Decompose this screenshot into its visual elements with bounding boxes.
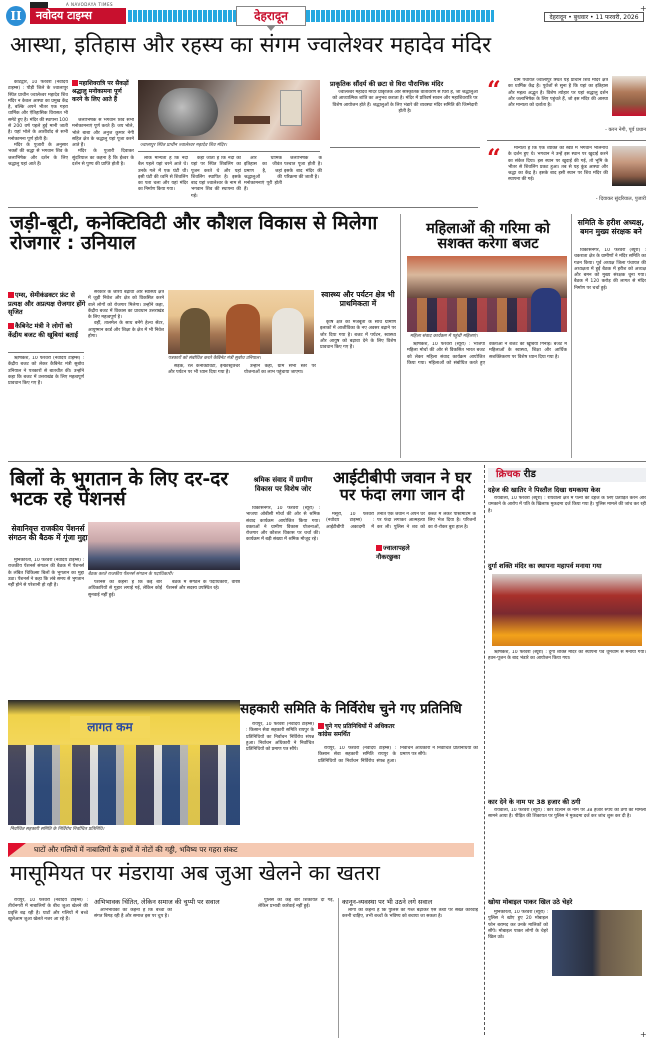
story1-headline: आस्था, इतिहास और रहस्य का संगम ज्वालेश्वर महादेव मंदिर — [10, 33, 492, 58]
story9-col3 — [258, 898, 334, 1038]
story5-col3-text: बैठक में संगठन के पदाधिकारी, वरिष्ठ पेंशनर्स और सदस्य उपस्थित रहे। — [166, 580, 240, 592]
decorative-stripes — [128, 10, 236, 22]
column-divider — [571, 214, 572, 458]
quote2-portrait — [612, 146, 646, 186]
crime-item3-paragraph: रायवाला, 10 फरवरी (ब्यूरो) : कार दिलाने के नाम पर 38 हजार रुपये की ठगी का मामला सामने आया है। पीड़ित की शिकायत पर पुलिस ने मुकदमा दर्ज कर जांच शुरू कर दी है। — [488, 808, 646, 820]
masthead — [0, 0, 650, 30]
story8-col1 — [246, 722, 314, 838]
story8-col1-text: रायपुर, 10 फरवरी (नवोदय टाइम्स) : किसान सेवा सहकारी समिति रायपुर के प्रतिनिधियों का निर्वाचन निर्विरोध संपन्न हुआ। निर्वाचन अधिकारी ने निर्वाचित प्रतिनिधियों को प्रमाण पत्र सौंपे। — [246, 722, 314, 753]
story8-highlight-text: चुने गए प्रतिनिधियों में अधिकतर कांग्रेस समर्थित — [318, 723, 395, 738]
story2-col3 — [168, 364, 240, 456]
story5-subhead: सेवानिवृत्त राजकीय पेंशनर्स संगठन की बैठक में गूंजा मुद्दा — [8, 524, 88, 542]
pensioners-meeting-photo — [88, 522, 240, 570]
temple-photo-caption: ज्वालापुर स्थित प्राचीन ज्वालेश्वर महादेव शिव मंदिर। — [140, 143, 227, 148]
story5-col1-text: मुनिकीरेती, 10 फरवरी (नवोदय टाइम्स) : राजकीय पेंशनर्स संगठन की बैठक में पेंशनर्स के लंबित चिकित्सा बिलों के भुगतान का मुद्दा उठा। पेंशनर्स ने कहा कि लंबे समय से भुगतान नहीं होने से परेशानी हो रही है। — [8, 558, 84, 589]
story2-side-paragraph: कृषि क्षेत्र की मजबूती के साथ ग्रामीण इलाकों में आजीविका के नए अवसर बढ़ाने पर जोर दिया गया है। बजट में पर्यटन, स्वास्थ्य और आयुष को बढ़ावा देने के लिए विशेष प्रावधान किए गए हैं। — [320, 320, 396, 351]
story9-col3-text: पुलिस को कई बार शिकायत दी गई, लेकिन प्रभावी कार्रवाई नहीं हुई। — [258, 898, 334, 910]
quote-icon: “ — [487, 75, 501, 104]
crop-mark-icon: + — [640, 1030, 647, 1039]
story6-paragraph: विकासनगर, 10 फरवरी (ब्यूरो) : भाजपा ओबीसी मोर्चा की ओर से श्रमिक संवाद कार्यक्रम आयोजित किया गया। वक्ताओं ने ग्रामीण विकास योजनाओं, रोजगार और कौशल विकास पर चर्चा की। कार्यक्रम में बड़ी संख्या में श्रमिक मौजूद रहे। — [246, 506, 320, 543]
divider — [487, 140, 646, 141]
story5-col2 — [88, 580, 162, 688]
story4-text — [574, 248, 646, 456]
story7-highlight — [376, 544, 426, 562]
crime-item1-paragraph: रायवाला, 10 फरवरी (ब्यूरो) : रायवाला क्षेत्र में पत्नी को दहेज के लिए प्रताड़ित करने और धमकाने के आरोप में पति के खिलाफ मुकदमा दर्ज किया गया है। पुलिस मामले की जांच कर रही है। — [488, 496, 646, 514]
story1-col3 — [138, 156, 188, 202]
bullet-icon — [72, 80, 78, 86]
story5-col3 — [166, 580, 240, 688]
story7-headline: आईटीबीपी जवान ने घर पर फंदा लगा जान दी — [332, 468, 472, 504]
story7-paragraph: मसूरी, 10 फरवरी (नवोदय टाइम्स) : आईटीबीपी अकादमी में तैनात एक जवान ने अपने घर पर फंदा लगाकर आत्महत्या कर ली। पुलिस ने शव को कब्जे में लेकर पोस्टमार्टम के लिए भेज दिया है। परिजनों का रो-रोकर बुरा हाल है। — [326, 512, 476, 530]
story5-col2-text: पेंशनर्स का कहना है कि कई बार अधिकारियों से गुहार लगाई गई, लेकिन कोई सुनवाई नहीं हुई। — [88, 580, 162, 598]
story2-col1 — [8, 356, 84, 456]
story1-col5-text: और धार्मिक इतिहास का जीवंत प्रमाण है, जहां श्रद्धालुओं की मनोकामनाएं पूरी होती हैं। — [244, 156, 282, 193]
story1-highlight-text: महाशिवरात्रि पर सैकड़ों श्रद्धालु मनोकामना पूर्ण करने के लिए आते हैं — [72, 80, 129, 103]
story9-col2 — [94, 908, 254, 1038]
page-number-badge: II — [6, 6, 26, 26]
story1-col1 — [8, 80, 68, 202]
story9-subhead1: अभिभावक चिंतित, लेकिन समाज की चुप्पी पर सवाल — [94, 898, 220, 906]
dateline: देहरादून • बुधवार • 11 फरवरी, 2026 — [544, 12, 644, 22]
story2-bullet-2 — [8, 322, 86, 339]
quote2-text — [508, 146, 608, 194]
story5-col1 — [8, 558, 84, 688]
crime-item3-title: कार देने के नाम पर 38 हजार की ठगी — [488, 798, 581, 806]
crime-item2-text — [488, 650, 646, 686]
story2-headline: जड़ी-बूटी, कनेक्टिविटी और कौशल विकास से मिलेगा रोजगार : उनियाल — [10, 212, 378, 254]
divider — [8, 352, 84, 353]
story2-col2 — [88, 290, 164, 456]
women-event-photo — [407, 256, 567, 332]
quote1-portrait — [612, 76, 646, 116]
story8-col2-text: रायपुर, 10 फरवरी (नवोदय टाइम्स) : किसान सेवा सहकारी समिति रायपुर के प्रतिनिधियों का निर्वाचन निर्विरोध संपन्न हुआ। निर्वाचन अधिकारी ने निर्वाचित प्रतिनिधियों को प्रमाण पत्र सौंपे। — [318, 746, 478, 764]
quote1-author: - करन नेगी, पूर्व प्रधान — [605, 127, 646, 133]
story9-subhead2: कानून-व्यवस्था पर भी उठने लगे सवाल — [342, 898, 433, 906]
story1-box-title: प्राकृतिक सौंदर्य की छटा से घिरा पौराणिक मंदिर — [330, 80, 444, 88]
story7-text — [326, 512, 476, 694]
story2-side-text — [320, 320, 396, 456]
story1-col6 — [284, 156, 322, 202]
crime-item1-title: दहेज की खातिर ने पिस्तौल दिखा धमकाया केस — [488, 486, 601, 494]
story1-col1-text: कोटद्वार, 10 फरवरी (नवोदय टाइम्स) : पौड़ी जिले के ज्वालापुर स्थित प्राचीन ज्वालेश्वर महादेव शिव मंदिर न केवल आस्था का प्रमुख केंद्र है, बल्कि अपने भीतर एक गहरा धार्मिक और ऐतिहासिक विरासत भी समेटे हुए है। मंदिर की स्थापना 100 से 200 वर्ष पहले हुई मानी जाती है। यहां भोले के आशीर्वाद से सभी मनोकामना पूर्ण होती हैं। — [8, 80, 68, 142]
crime-item4-title: खोया मोबाइल पाकर खिल उठे चेहरे — [488, 898, 573, 906]
group-photo-caption: निर्वाचित सहकारी समिति के निर्विरोध निर्वाचित प्रतिनिधि। — [10, 827, 105, 832]
women-photo-caption: महिला संवाद कार्यक्रम में पहुंची महिलाएं। — [410, 334, 478, 339]
story2-bullet-1 — [8, 291, 86, 317]
minister-photo-caption: पत्रकारों को संबोधित करते कैबिनेट मंत्री सुबोध उनियाल। — [168, 356, 261, 361]
quote2-paragraph: मान्यता है कि एक व्यक्ति को स्वप्न में भगवान भोलेनाथ के दर्शन हुए थे। भगवान ने उन्हें इस स्थान पर खुदाई करने का संकेत दिया। इस स्थान पर खुदाई की गई, तो भूमि के भीतर से शिवलिंग प्रकट हुआ। तब से यह कुंड आस्था और श्रद्धा का केंद्र है। इसके बाद इसी स्थान पर शिव मंदिर की स्थापना की गई। — [508, 146, 608, 183]
story8-headline: सहकारी समिति के निर्विरोध चुने गए प्रतिनिधि — [240, 701, 462, 717]
story9-col2-text: अभिभावकों का कहना है कि बच्चों की संगत बिगड़ रही है और समाज इस पर चुप है। — [94, 908, 172, 920]
temple-photo — [138, 80, 320, 140]
story2-col2-text: सरकार के जरिये बढ़ावा और स्वास्थ्य क्षेत्र में जुड़ी निवेश और क्षेत्र को विकसित करने वाले लोगों को रोजगार मिलेगा। उन्होंने कहा, केंद्रीय बजट में विकास का प्रावधान उत्तराखंड के लिए महत्वपूर्ण है। — [88, 290, 164, 321]
story1-col5 — [244, 156, 282, 202]
story6-headline: श्रमिक संवाद में ग्रामीण विकास पर विशेष जोर — [253, 476, 313, 493]
story2-side-head: स्वास्थ्य और पर्यटन क्षेत्र भी प्राथमिकता में — [321, 290, 395, 308]
mobile-handover-photo — [552, 910, 642, 976]
story7-highlight-text: ज्वालापहले नौकरछुका — [376, 544, 410, 561]
story2-col4 — [244, 364, 316, 456]
story2-col1-text: ऋषिकेश, 10 फरवरी (नवोदय टाइम्स) : केंद्रीय बजट को लेकर कैबिनेट मंत्री सुबोध उनियाल ने पत्रकारों से बातचीत की। उन्होंने कहा कि बजट में उत्तराखंड के लिए महत्वपूर्ण प्रावधान किए गए हैं। — [8, 356, 84, 387]
story8-highlight — [318, 723, 396, 739]
story1-col2 — [72, 118, 134, 202]
story9-col1 — [8, 898, 88, 1038]
story1-col1b-text: मंदिर के पुजारी के अनुसार भक्तों की श्रद्धा से भगवान शिव के जलाभिषेक और दर्शन के लिए श्रद्धालु यहां आते हैं। — [8, 142, 68, 167]
story1-col4 — [191, 156, 241, 202]
story4-paragraph: विकासनगर, 10 फरवरी (ब्यूरो) : चकराता क्षेत्र के ग्रामीणों ने मंदिर समिति का गठन किया। पूर्व अध्यक्ष जिला पंचायत की अध्यक्षता में हुई बैठक में हरीश को अध्यक्ष और बमन को मुख्य संरक्षक चुना गया। बैठक में 120 करोड़ की लागत से मंदिर निर्माण पर चर्चा हुई। — [574, 248, 646, 291]
bullet-icon — [8, 292, 14, 298]
crime-header-black: रीड — [523, 469, 536, 480]
crime-item2-paragraph: ऋषिकेश, 10 फरवरी (ब्यूरो) : दुर्गा शक्ति मंदिर का स्थापना पर्व धूमधाम से मनाया गया। हवन-पूजन के बाद भंडारे का आयोजन किया गया। — [488, 650, 646, 662]
crime-item2-title: दुर्गा शक्ति मंदिर का स्थापना महापर्व मनाया गया — [488, 562, 602, 570]
bullet-icon — [318, 723, 324, 729]
minister-press-photo — [168, 290, 314, 354]
story9-col4 — [342, 908, 478, 1038]
story5-headline: बिलों के भुगतान के लिए दर-दर भटक रहे पेंशनर्स — [10, 468, 229, 510]
column-divider — [338, 898, 339, 1038]
story1-col3-text: लोक मान्यता है कि नंदी बैल पहले यहां चरने आते थे। उनके गले में एक घंटी थी। इसी घंटी की ध्वनि से शिवलिंग का पता चला और यहां मंदिर का निर्माण किया गया। — [138, 156, 188, 193]
crime-item3-text — [488, 808, 646, 852]
crime-header-red: क्रिचक — [496, 469, 521, 480]
crop-mark-icon: + — [640, 4, 647, 13]
story2-col2b-text: वहीं, तालमेल के साथ बनेंगे हेल्थ सेंटर, आयुष्मान कार्ड और शिक्षा के क्षेत्र में भी निवेश होगा। — [88, 321, 164, 340]
decorative-stripes — [306, 10, 494, 22]
quote1-paragraph: ग्राम पंचायत ज्वालापुर स्थित यह प्राचीन शिव मंदिर क्षेत्र का धार्मिक केंद्र है। पूर्वजों से सुना है कि यहां का इतिहास और महत्व अद्भुत है। विशेष त्योहार पर यहां श्रद्धालु दर्शन और जलाभिषेक के लिए पहुंचते हैं, जो इस मंदिर की आस्था और मान्यता को दर्शाता है। — [508, 78, 608, 109]
cooperative-group-photo: लागत कम — [8, 700, 240, 825]
story2-col3-text: सड़क, रेल कनेक्टिविटी, इन्फ्रास्ट्रक्चर और पर्यटन पर भी ध्यान दिया गया है। — [168, 364, 240, 376]
brand-tagline: A NAVODAYA TIMES — [66, 2, 114, 7]
story1-box-paragraph: ज्वालेश्वर महादेव मंदिर प्राकृतिक और सांस्कृतिक वातावरण से घिरा है, जो श्रद्धालुओं को आध्यात्मिक शांति का अनुभव कराता है। मंदिर में प्रतिवर्ष सावन और महाशिवरात्रि पर विशेष आयोजन होते हैं। श्रद्धालुओं के लिए भंडारे की व्यवस्था मंदिर समिति की जिम्मेदारी होती है। — [332, 90, 478, 114]
quote2-author: - दिवाकर सुंदरियाल, पुजारी — [595, 196, 646, 202]
story1-highlight — [72, 80, 134, 104]
story4-headline: समिति के हरीश अध्यक्ष, बमन मुख्य संरक्षक बने — [577, 218, 645, 236]
story9-col1-text: रायपुर, 10 फरवरी (नवोदय टाइम्स) : तीर्थनगरी में नाबालिगों के बीच जुआ खेलने की प्रवृत्ति बढ़ रही है। घाटों और गलियों में बच्चे खुलेआम जुआ खेलते नजर आ रहे हैं। — [8, 898, 88, 922]
story1-col4-text: कहा जाता है कि नंदी का यहां पर स्थित शिवलिंग का पूजन करते थे और यहां शिवलिंग स्थापित है। इसके बाद यहां ज्वालेश्वर के नाम से भगवान शिव की स्थापना की गई। — [191, 156, 241, 199]
quote1-text — [508, 78, 608, 124]
story6-text — [246, 506, 320, 694]
story9-strap: घाटों और गलियों में नाबालिगों के हाथों में नोटों की गड्डी, भविष्य पर गहरा संकट — [8, 843, 474, 857]
divider — [330, 147, 480, 148]
divider — [8, 461, 646, 462]
story1-col2b-text: मंदिर के पुजारी दिवाकर सुंदरियाल का कहना है कि ईश्वर के दर्शन से पुण्य की प्राप्ति होती है। — [72, 149, 134, 168]
crime-item1-text — [488, 496, 646, 558]
temple-festival-photo — [492, 574, 642, 646]
newspaper-logo: नवोदय टाइम्स — [30, 8, 126, 24]
city-section-tab: देहरादून — [236, 6, 306, 26]
story9-col4-text: लोगों का कहना है कि पुलिस को गश्त बढ़ाकर ऐसे तत्वों पर सख्त कार्रवाई करनी चाहिए, तभी बच्चों के भविष्य को बचाया जा सकता है। — [342, 908, 478, 920]
quote-icon: “ — [487, 143, 501, 172]
story1-col6-text: जलाभिषेक के पश्चात पूजा होती है। इसके बाद मंदिर की परिक्रमा की जाती है। — [284, 156, 322, 180]
story9-headline: मासूमियत पर मंडराया अब जुआ खेलने का खतरा — [10, 861, 380, 885]
story2-col4-text: उन्होंने कहा, ग्राम सभा स्तर पर योजनाओं का लाभ पहुंचाया जाएगा। — [244, 364, 316, 376]
divider — [8, 207, 478, 208]
story2-bullet-2-text: कैबिनेट मंत्री ने लोगों को केंद्रीय बजट की खूबियां बताईं — [8, 322, 78, 339]
bullet-icon — [376, 545, 382, 551]
divider — [138, 151, 320, 152]
story3-headline: महिलाओं की गरिमा को सशक्त करेगा बजट — [426, 221, 550, 253]
bullet-icon — [8, 323, 14, 329]
story3-paragraph: ऋषिकेश, 10 फरवरी (ब्यूरो) : भाजपा महिला मोर्चा की ओर से विकसित भारत बजट को लेकर महिला संवाद कार्यक्रम आयोजित किया गया। महिलाओं को संबोधित करते हुए वक्ताओं ने बजट की खूबियां गिनाईं। बजट में महिलाओं के स्वास्थ्य, शिक्षा और आर्थिक सशक्तिकरण पर विशेष ध्यान दिया गया है। — [407, 342, 567, 366]
crime-section-header — [488, 468, 646, 482]
crime-item4-text — [488, 910, 548, 980]
story1-col2-text: जलाभिषेक से भगवान शिव सभी मनोकामनाएं पूर्ण करते हैं। जय भोले, भोले बाबा और अनुज कुमार नेगी सहित क्षेत्र के श्रद्धालु यहां पूजा करने आते हैं। — [72, 118, 134, 149]
story2-bullet-1-text: एम्स, सेमीकंडक्टर फ्रंट से प्रत्यक्ष और अप्रत्यक्ष रोजगार होंगे सृजित — [8, 291, 86, 316]
column-divider — [400, 214, 401, 458]
crime-item4-paragraph: मुनिकीरेती, 10 फरवरी (ब्यूरो) : पुलिस ने खोए हुए 20 मोबाइल फोन बरामद कर उनके मालिकों को सौंपे। मोबाइल पाकर लोगों के चेहरे खिल उठे। — [488, 910, 548, 941]
story8-col2 — [318, 746, 478, 838]
story1-box-text — [330, 90, 480, 132]
story3-text — [407, 342, 567, 456]
pensioners-photo-caption: बैठक करते राजकीय पेंशनर्स संगठन के पदाधिकारी। — [88, 572, 174, 577]
